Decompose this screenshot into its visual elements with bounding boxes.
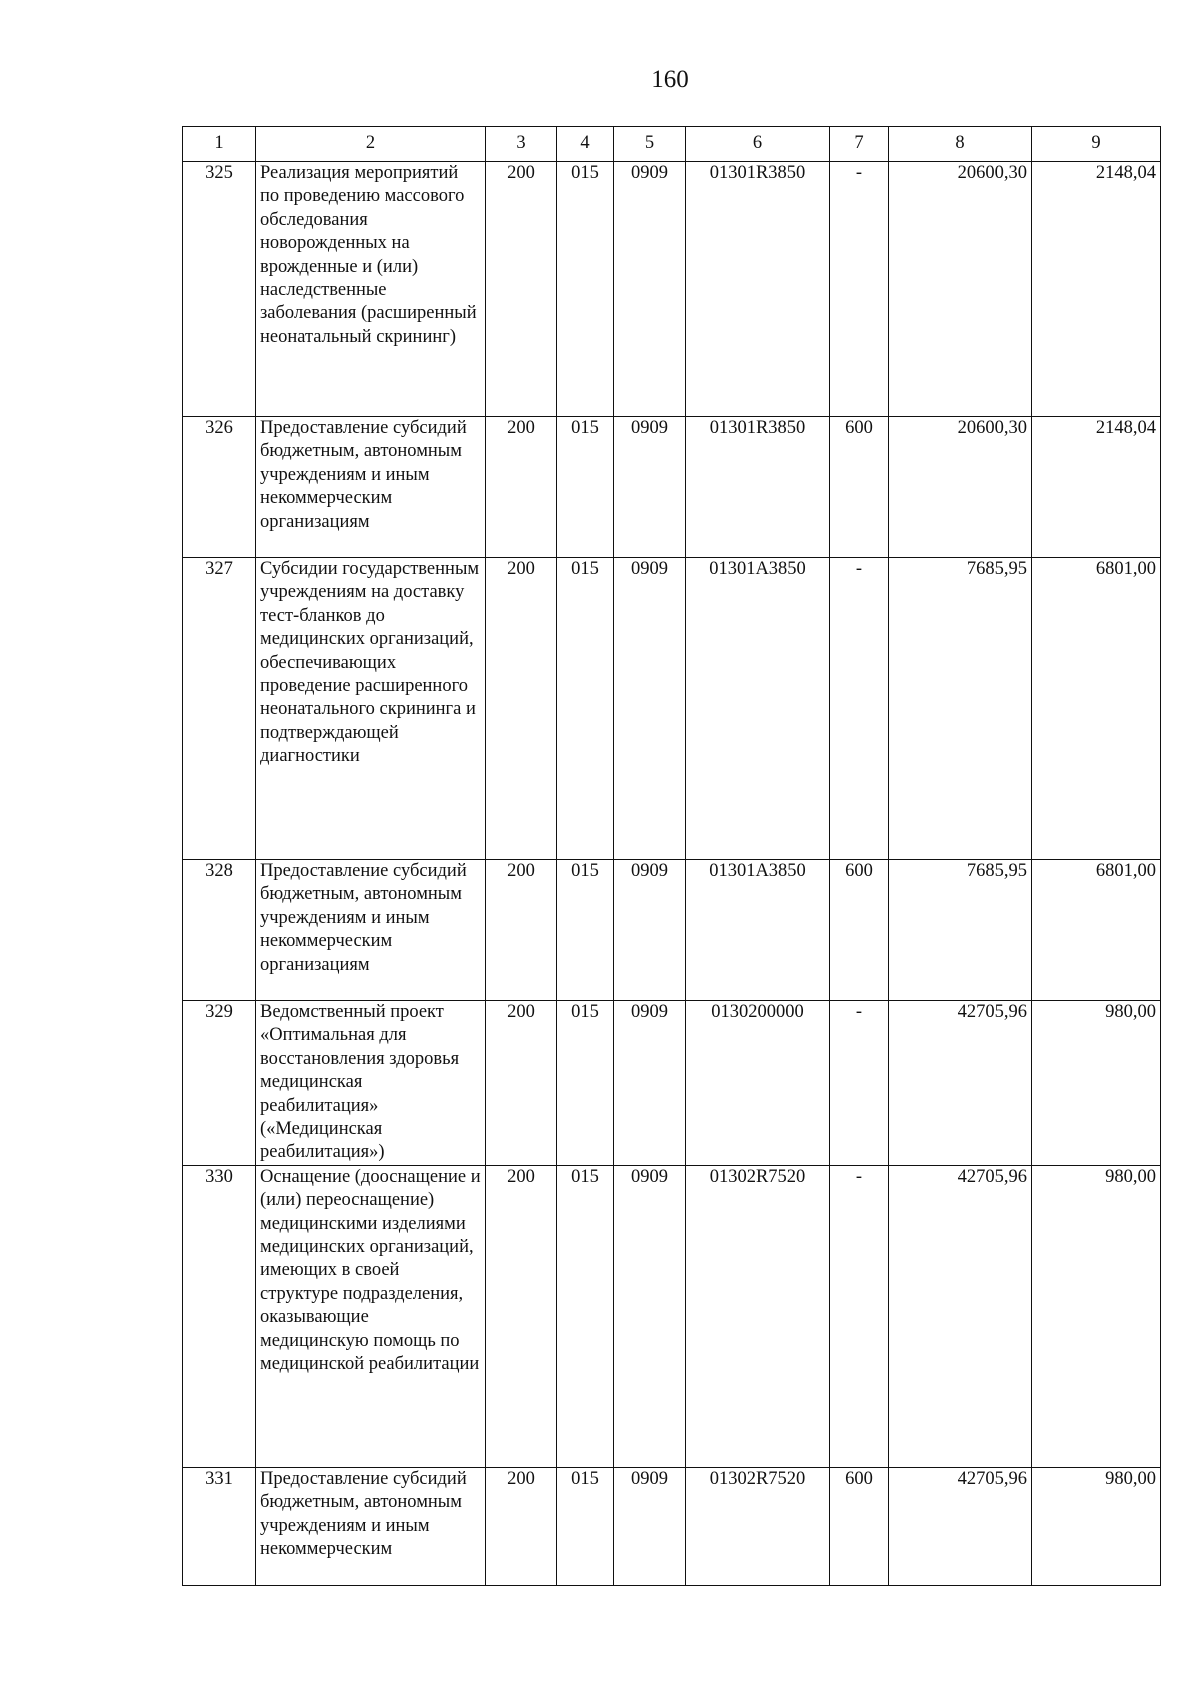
- row-name: Предоставление субсидий бюджетным, автономным учреждениям и иным некоммерческим: [256, 1467, 486, 1585]
- col-9-amount: 2148,04: [1032, 162, 1161, 417]
- table-row: [183, 417, 1161, 558]
- col-9-amount: 980,00: [1032, 1001, 1161, 1166]
- column-header: 8: [889, 127, 1032, 162]
- row-name: Предоставление субсидий бюджетным, автономным учреждениям и иным некоммерческим организациям: [256, 860, 486, 1001]
- col-4-cell: 015: [557, 1165, 614, 1467]
- table-row: [183, 860, 1161, 1001]
- column-header: 7: [830, 127, 889, 162]
- col-8-amount: 42705,96: [889, 1165, 1032, 1467]
- col-6-cell: 01301R3850: [686, 417, 830, 558]
- col-9-amount: 980,00: [1032, 1165, 1161, 1467]
- col-3-cell: 200: [486, 860, 557, 1001]
- col-6-cell: 0130200000: [686, 1001, 830, 1166]
- column-header: 6: [686, 127, 830, 162]
- table-row: [183, 1165, 1161, 1467]
- row-number: 325: [183, 162, 256, 417]
- row-number: 331: [183, 1467, 256, 1585]
- column-header: 4: [557, 127, 614, 162]
- col-7-cell: -: [830, 558, 889, 860]
- col-5-cell: 0909: [614, 1467, 686, 1585]
- row-number: 328: [183, 860, 256, 1001]
- col-3-cell: 200: [486, 558, 557, 860]
- col-9-amount: 980,00: [1032, 1467, 1161, 1585]
- row-name: Субсидии государственным учреждениям на доставку тест-бланков до медицинских организаций, обеспечивающих проведение расширенного неонатального скрининга и подтверждающей диагностики: [256, 558, 486, 860]
- col-8-amount: 20600,30: [889, 417, 1032, 558]
- table-row: [183, 558, 1161, 860]
- header-row: [183, 127, 1161, 162]
- col-5-cell: 0909: [614, 860, 686, 1001]
- col-4-cell: 015: [557, 860, 614, 1001]
- col-7-cell: -: [830, 162, 889, 417]
- col-3-cell: 200: [486, 417, 557, 558]
- row-number: 326: [183, 417, 256, 558]
- col-6-cell: 01301R3850: [686, 162, 830, 417]
- row-number: 329: [183, 1001, 256, 1166]
- col-8-amount: 42705,96: [889, 1467, 1032, 1585]
- col-9-amount: 2148,04: [1032, 417, 1161, 558]
- budget-table: [182, 126, 1161, 1586]
- col-6-cell: 01302R7520: [686, 1165, 830, 1467]
- col-8-amount: 20600,30: [889, 162, 1032, 417]
- col-4-cell: 015: [557, 1001, 614, 1166]
- col-7-cell: 600: [830, 417, 889, 558]
- col-6-cell: 01302R7520: [686, 1467, 830, 1585]
- col-4-cell: 015: [557, 1467, 614, 1585]
- row-number: 327: [183, 558, 256, 860]
- col-4-cell: 015: [557, 417, 614, 558]
- col-5-cell: 0909: [614, 417, 686, 558]
- row-number: 330: [183, 1165, 256, 1467]
- page-number: 160: [651, 66, 689, 93]
- col-3-cell: 200: [486, 1001, 557, 1166]
- col-5-cell: 0909: [614, 1165, 686, 1467]
- col-6-cell: 01301A3850: [686, 558, 830, 860]
- col-8-amount: 7685,95: [889, 558, 1032, 860]
- col-5-cell: 0909: [614, 1001, 686, 1166]
- column-header: 1: [183, 127, 256, 162]
- col-9-amount: 6801,00: [1032, 558, 1161, 860]
- col-6-cell: 01301A3850: [686, 860, 830, 1001]
- col-7-cell: 600: [830, 1467, 889, 1585]
- column-header: 9: [1032, 127, 1161, 162]
- table-row: [183, 1467, 1161, 1585]
- col-4-cell: 015: [557, 162, 614, 417]
- table-row: [183, 162, 1161, 417]
- col-9-amount: 6801,00: [1032, 860, 1161, 1001]
- col-7-cell: -: [830, 1165, 889, 1467]
- col-8-amount: 42705,96: [889, 1001, 1032, 1166]
- col-5-cell: 0909: [614, 162, 686, 417]
- col-7-cell: 600: [830, 860, 889, 1001]
- col-3-cell: 200: [486, 162, 557, 417]
- table-row: [183, 1001, 1161, 1166]
- row-name: Предоставление субсидий бюджетным, автономным учреждениям и иным некоммерческим организациям: [256, 417, 486, 558]
- col-7-cell: -: [830, 1001, 889, 1166]
- column-header: 2: [256, 127, 486, 162]
- col-4-cell: 015: [557, 558, 614, 860]
- row-name: Реализация мероприятий по проведению массового обследования новорожденных на врожденные и (или) наследственные заболевания (расширенный неонатальный скрининг): [256, 162, 486, 417]
- col-3-cell: 200: [486, 1467, 557, 1585]
- col-3-cell: 200: [486, 1165, 557, 1467]
- row-name: Ведомственный проект «Оптимальная для восстановления здоровья медицинская реабилитация» («Медицинская реабилитация»): [256, 1001, 486, 1166]
- column-header: 5: [614, 127, 686, 162]
- col-8-amount: 7685,95: [889, 860, 1032, 1001]
- column-header: 3: [486, 127, 557, 162]
- col-5-cell: 0909: [614, 558, 686, 860]
- row-name: Оснащение (дооснащение и (или) переоснащение) медицинскими изделиями медицинских организаций, имеющих в своей структуре подразделения, оказывающие медицинскую помощь по медицинской реабилитации: [256, 1165, 486, 1467]
